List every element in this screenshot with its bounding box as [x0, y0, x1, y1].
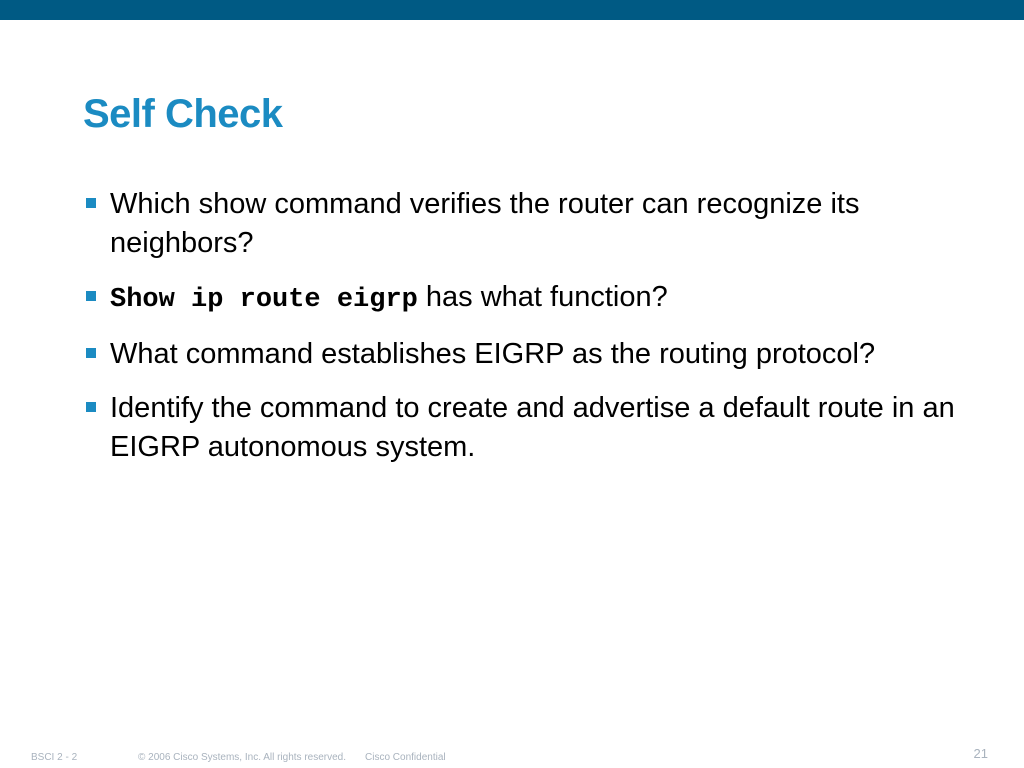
command-text: Show ip route eigrp: [110, 285, 418, 315]
square-bullet-icon: [86, 348, 96, 358]
bullet-text: has what function?: [417, 281, 668, 313]
square-bullet-icon: [86, 198, 96, 208]
footer-confidential: Cisco Confidential: [365, 752, 446, 763]
square-bullet-icon: [86, 402, 96, 412]
footer-course-code: BSCI 2 - 2: [31, 752, 78, 763]
bullet-text: Which show command verifies the router can recognize its neighbors?: [110, 188, 860, 259]
bullet-text: Identify the command to create and advertise a default route in an EIGRP autonomous system.: [110, 392, 955, 463]
bullet-text: What command establishes EIGRP as the routing protocol?: [110, 338, 876, 370]
page-number: 21: [973, 746, 988, 761]
slide-title: Self Check: [83, 92, 283, 136]
bullet-item-establish-eigrp: [84, 335, 964, 374]
top-banner-bar: [0, 0, 1024, 20]
square-bullet-icon: [86, 291, 96, 301]
bullet-item-neighbors: [84, 185, 964, 263]
bullet-item-default-route: [84, 389, 964, 467]
bullet-list: [84, 185, 964, 482]
bullet-item-show-ip-route: [84, 278, 964, 320]
footer-copyright: © 2006 Cisco Systems, Inc. All rights reserved.: [138, 752, 347, 763]
